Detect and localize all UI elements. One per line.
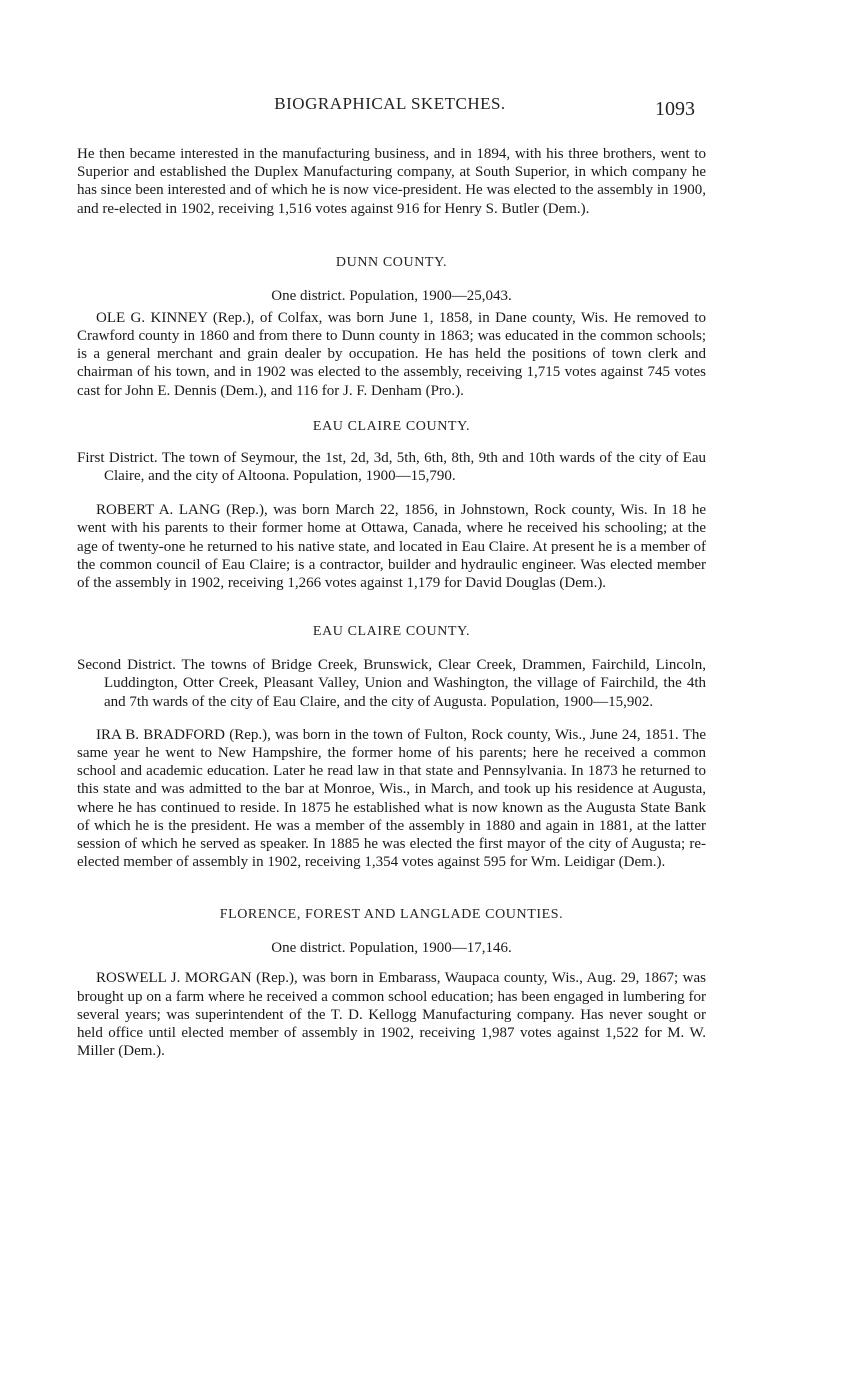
section-heading-eau-claire-first: EAU CLAIRE COUNTY. xyxy=(312,418,471,434)
district-description-eau-claire-second: Second District. The towns of Bridge Creek, Brunswick, Clear Creek, Drammen, Fairchild, Lincoln, Luddington, Otter Creek, Pleasant Valley, Union and Washington, the village of Fairchild, the 4th and 7th wards of the city of Eau Claire, and the city of Augusta. Population, 1900—15,902. xyxy=(77,657,706,710)
section-heading-florence-forest-langlade: FLORENCE, FOREST AND LANGLADE COUNTIES. xyxy=(219,907,564,923)
biography-morgan: ROSWELL J. MORGAN (Rep.), was born in Embarass, Waupaca county, Wis., Aug. 29, 1867; was brought up on a farm where he received a common school education; has been engaged in lumbering for several years; was superintendent of the T. D. Kellogg Manufacturing company. Has never sought or held office until elected member of assembly in 1902, receiving 1,987 votes against 1,522 for M. W. Miller (Dem.). xyxy=(77,970,706,1060)
district-description-dunn: One district. Population, 1900—25,043. xyxy=(271,287,512,304)
section-heading-eau-claire-second: EAU CLAIRE COUNTY. xyxy=(312,624,471,640)
running-title: BIOGRAPHICAL SKETCHES. xyxy=(274,94,506,113)
district-description-florence-forest-langlade: One district. Population, 1900—17,146. xyxy=(271,940,512,957)
section-heading-dunn: DUNN COUNTY. xyxy=(335,254,448,270)
page-number: 1093 xyxy=(655,98,695,120)
running-header xyxy=(0,94,859,124)
district-description-eau-claire-first: First District. The town of Seymour, the 1st, 2d, 3d, 5th, 6th, 8th, 9th and 10th wards of the city of Eau Claire, and the city of Altoona. Population, 1900—15,790. xyxy=(77,449,706,485)
biography-kinney: OLE G. KINNEY (Rep.), of Colfax, was born June 1, 1858, in Dane county, Wis. He removed to Crawford county in 1860 and from there to Dunn county in 1863; was educated in the common schools; is a general merchant and grain dealer by occupation. He has held the positions of town clerk and chairman of his town, and in 1902 was elected to the assembly, receiving 1,715 votes against 745 votes cast for John E. Dennis (Dem.), and 116 for J. F. Denham (Pro.). xyxy=(77,309,706,399)
biography-bradford: IRA B. BRADFORD (Rep.), was born in the town of Fulton, Rock county, Wis., June 24, 1851. The same year he went to New Hampshire, the former home of his parents; here he received a common school and academic education. Later he read law in that state and Pennsylvania. In 1873 he returned to this state and was admitted to the bar at Monroe, Wis., in March, and took up his residence at Augusta, where he has continued to reside. In 1875 he established what is now known as the Augusta State Bank of which he is the president. He was a member of the assembly in 1880 and again in 1881, at the latter session of which he served as speaker. In 1885 he was elected the first mayor of the city of Augusta; re-elected member of assembly in 1902, receiving 1,354 votes against 595 for Wm. Leidigar (Dem.). xyxy=(77,726,706,871)
continued-paragraph: He then became interested in the manufacturing business, and in 1894, with his three brothers, went to Superior and established the Duplex Manufacturing company, at South Superior, in which company he has since been interested and of which he is now vice-president. He was elected to the assembly in 1900, and re-elected in 1902, receiving 1,516 votes against 916 for Henry S. Butler (Dem.). xyxy=(77,146,706,217)
biography-lang: ROBERT A. LANG (Rep.), was born March 22, 1856, in Johnstown, Rock county, Wis. In 18 he went with his parents to their former home at Ottawa, Canada, where he received his schooling; at the age of twenty-one he returned to his native state, and located in Eau Claire. At present he is a member of the common council of Eau Claire; is a contractor, builder and hydraulic engineer. Was elected member of the assembly in 1902, receiving 1,266 votes against 1,179 for David Douglas (Dem.). xyxy=(77,502,706,592)
page-body xyxy=(77,145,706,1061)
